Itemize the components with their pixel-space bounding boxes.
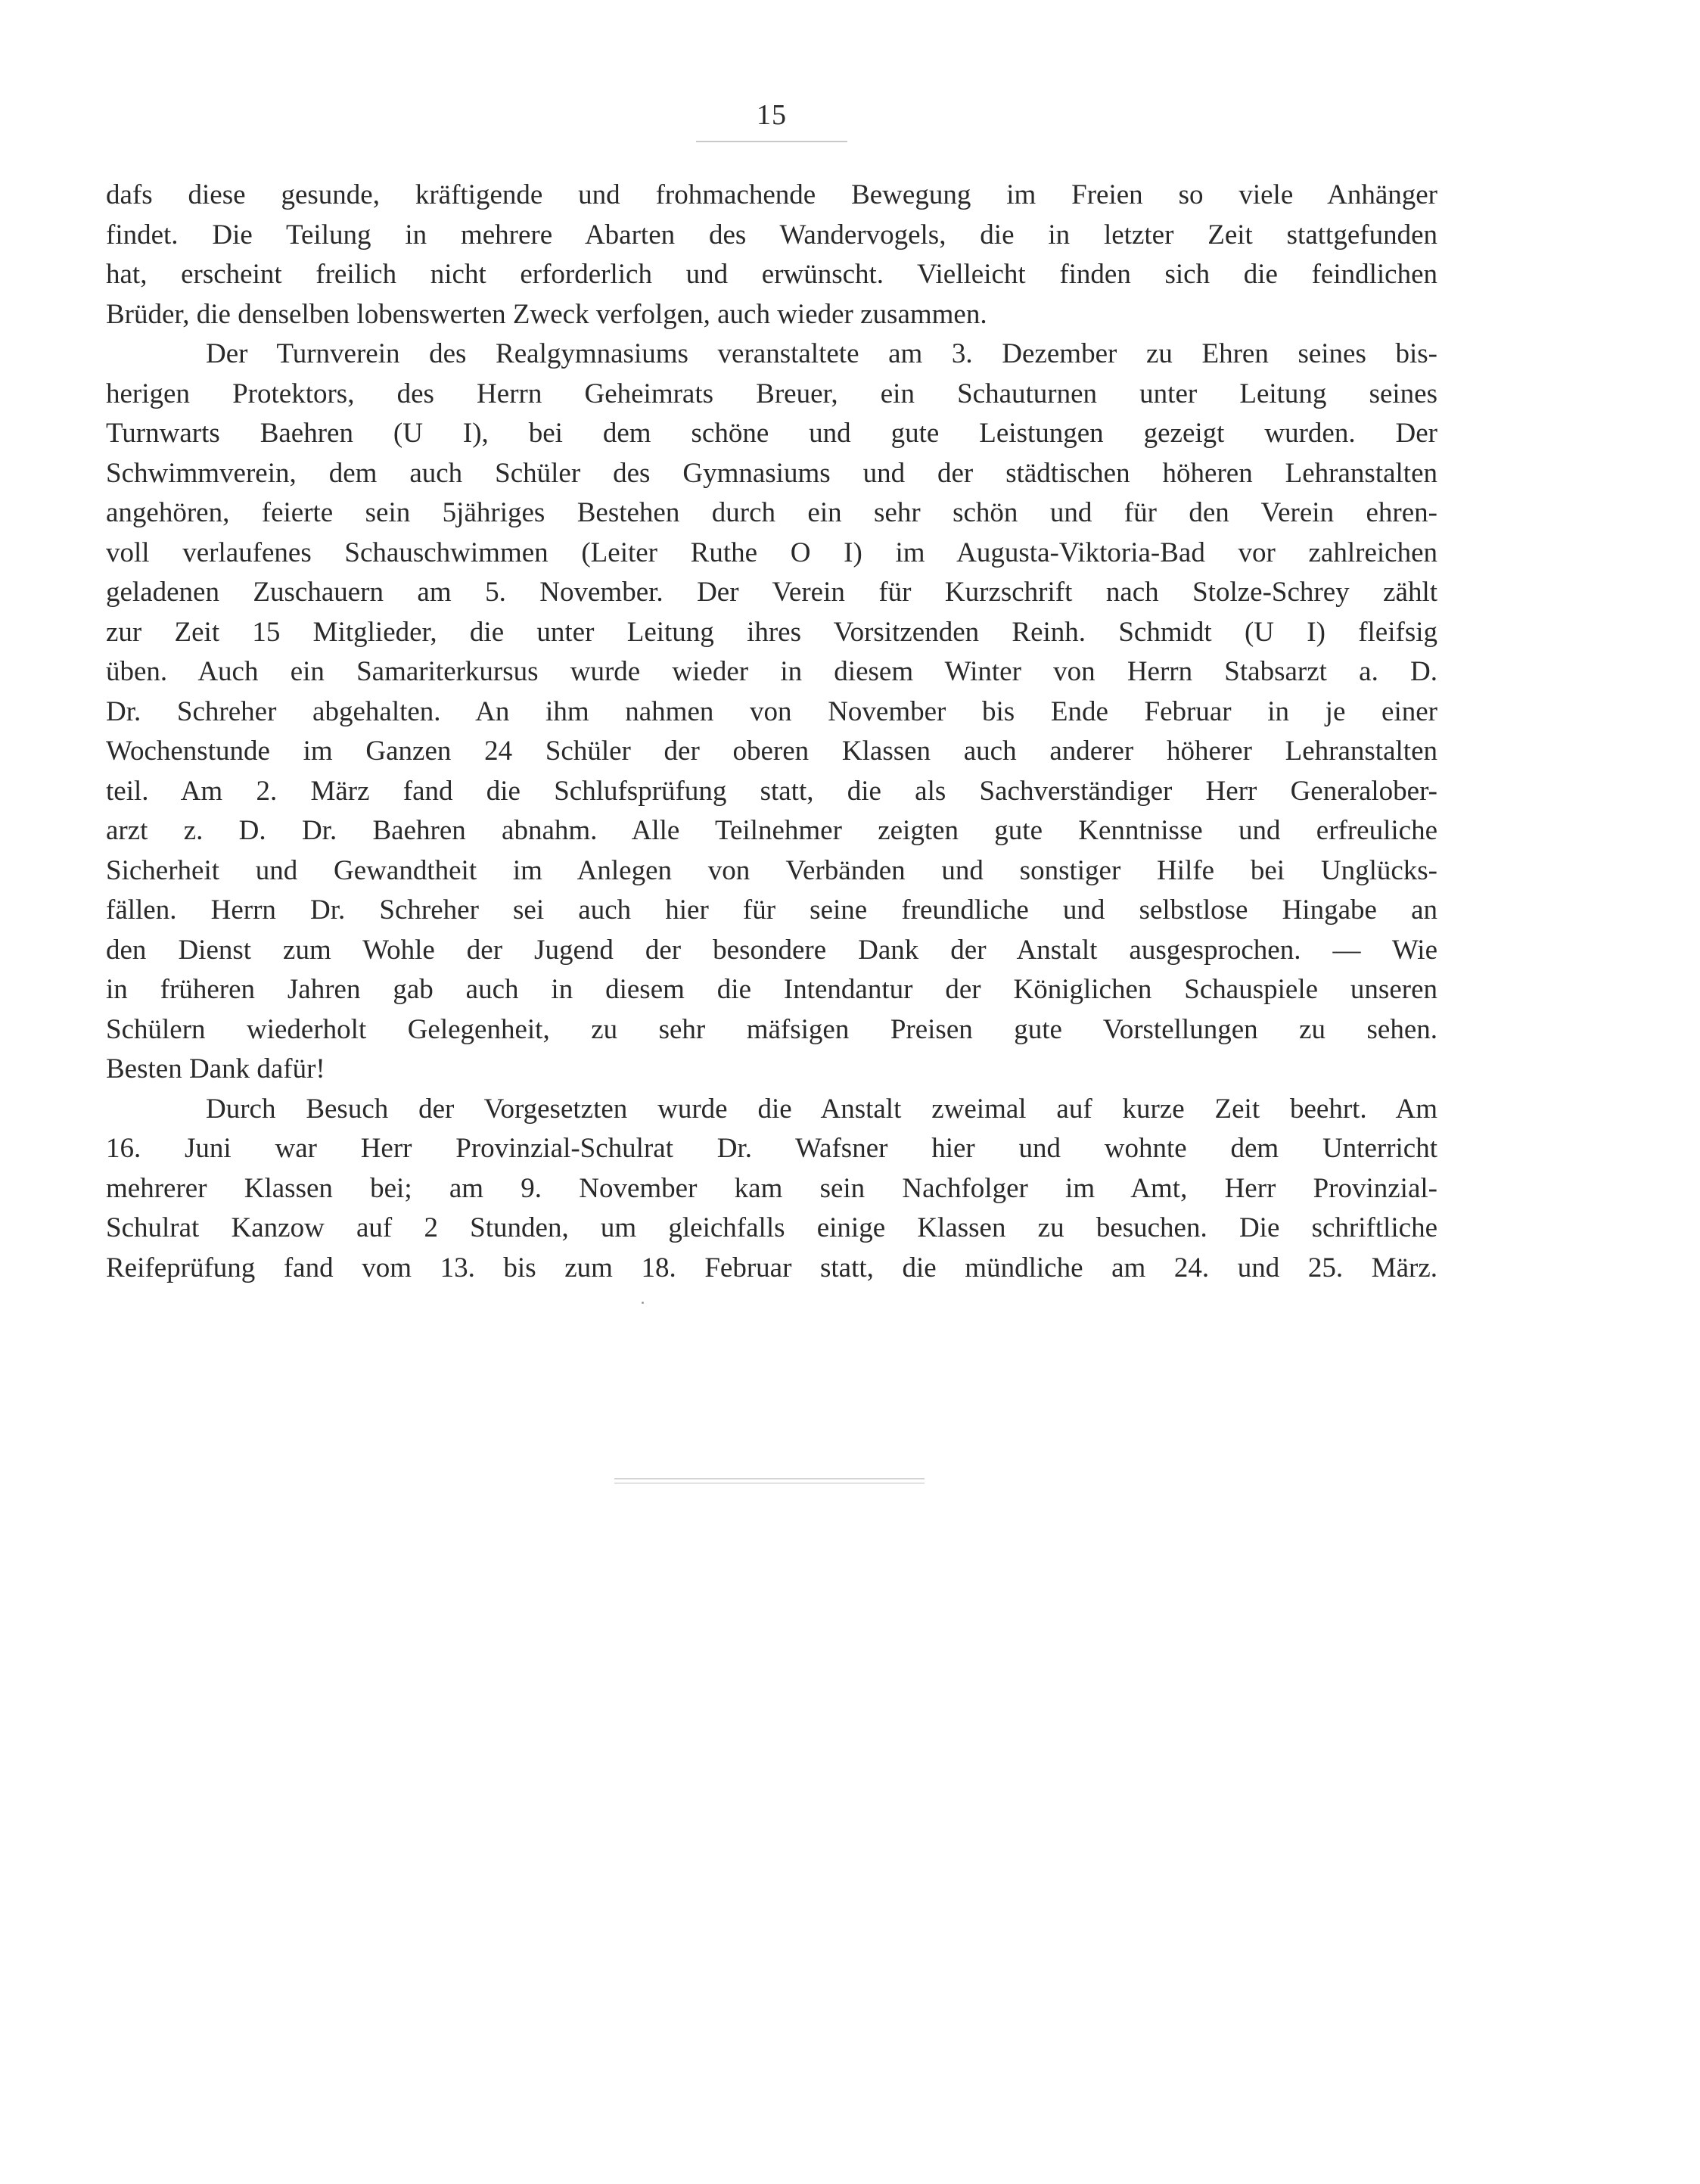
text-line: voll verlaufenes Schauschwimmen (Leiter Ruthe O I) im Augusta-Viktoria-Bad vor zahlreichen (106, 537, 1437, 568)
text-line: Sicherheit und Gewandtheit im Anlegen von Verbänden und sonstiger Hilfe bei Unglücks- (106, 854, 1437, 886)
text-line: Schulrat Kanzow auf 2 Stunden, um gleichfalls einige Klassen zu besuchen. Die schriftliche (106, 1212, 1437, 1243)
text-line: in früheren Jahren gab auch in diesem die Intendantur der Königlichen Schauspiele unseren (106, 974, 1437, 1005)
text-line: den Dienst zum Wohle der Jugend der besondere Dank der Anstalt ausgesprochen. — Wie (106, 934, 1437, 966)
ink-speck (642, 1302, 644, 1304)
text-line: findet. Die Teilung in mehrere Abarten des Wandervogels, die in letzter Zeit stattgefunden (106, 219, 1437, 250)
text-line: Schwimmverein, dem auch Schüler des Gymnasiums und der städtischen höheren Lehranstalten (106, 457, 1437, 489)
text-line: herigen Protektors, des Herrn Geheimrats Breuer, ein Schauturnen unter Leitung seines (106, 378, 1437, 409)
text-line: geladenen Zuschauern am 5. November. Der Verein für Kurzschrift nach Stolze-Schrey zählt (106, 577, 1437, 608)
text-line: Der Turnverein des Realgymnasiums veranstaltete am 3. Dezember zu Ehren seines bis- (206, 338, 1437, 369)
text-line: Durch Besuch der Vorgesetzten wurde die Anstalt zweimal auf kurze Zeit beehrt. Am (206, 1093, 1437, 1125)
text-line: hat, erscheint freilich nicht erforderlich und erwünscht. Vielleicht finden sich die feindlichen (106, 259, 1437, 290)
text-line: Besten Dank dafür! (106, 1053, 325, 1084)
paragraph-2 (106, 334, 1437, 1090)
text-line: Schülern wiederholt Gelegenheit, zu sehr mäfsigen Preisen gute Vorstellungen zu sehen. (106, 1013, 1437, 1045)
text-line: zur Zeit 15 Mitglieder, die unter Leitung ihres Vorsitzenden Reinh. Schmidt (U I) fleifsig (106, 616, 1437, 648)
text-line: dafs diese gesunde, kräftigende und frohmachende Bewegung im Freien so viele Anhänger (106, 179, 1437, 210)
paragraph-1 (106, 176, 1437, 334)
text-line: Wochenstunde im Ganzen 24 Schüler der oberen Klassen auch anderer höherer Lehranstalten (106, 736, 1437, 767)
page-corner-mark (1165, 0, 1271, 38)
text-line: Dr. Schreher abgehalten. An ihm nahmen von November bis Ende Februar in je einer (106, 695, 1437, 727)
text-line: angehören, feierte sein 5jähriges Bestehen durch ein sehr schön und für den Verein ehren- (106, 497, 1437, 528)
text-line: üben. Auch ein Samariterkursus wurde wieder in diesem Winter von Herrn Stabsarzt a. D. (106, 656, 1437, 687)
text-line: Reifeprüfung fand vom 13. bis zum 18. Februar statt, die mündliche am 24. und 25. März. (106, 1252, 1437, 1283)
text-line: fällen. Herrn Dr. Schreher sei auch hier für seine freundliche und selbstlose Hingabe an (106, 894, 1437, 926)
paragraph-3 (106, 1090, 1437, 1289)
text-line: teil. Am 2. März fand die Schlufsprüfung statt, die als Sachverständiger Herr Generalober- (106, 775, 1437, 807)
text-line: Brüder, die denselben lobenswerten Zweck verfolgen, auch wieder zusammen. (106, 298, 987, 330)
header-rule (696, 141, 847, 142)
text-line: 16. Juni war Herr Provinzial-Schulrat Dr. Wafsner hier und wohnte dem Unterricht (106, 1133, 1437, 1164)
footer-rule (614, 1478, 925, 1484)
text-line: mehrerer Klassen bei; am 9. November kam sein Nachfolger im Amt, Herr Provinzial- (106, 1172, 1437, 1204)
body-text (106, 176, 1437, 1288)
text-line: arzt z. D. Dr. Baehren abnahm. Alle Teilnehmer zeigten gute Kenntnisse und erfreuliche (106, 815, 1437, 846)
text-line: Turnwarts Baehren (U I), bei dem schöne und gute Leistungen gezeigt wurden. Der (106, 418, 1437, 449)
page-number: 15 (757, 99, 787, 131)
